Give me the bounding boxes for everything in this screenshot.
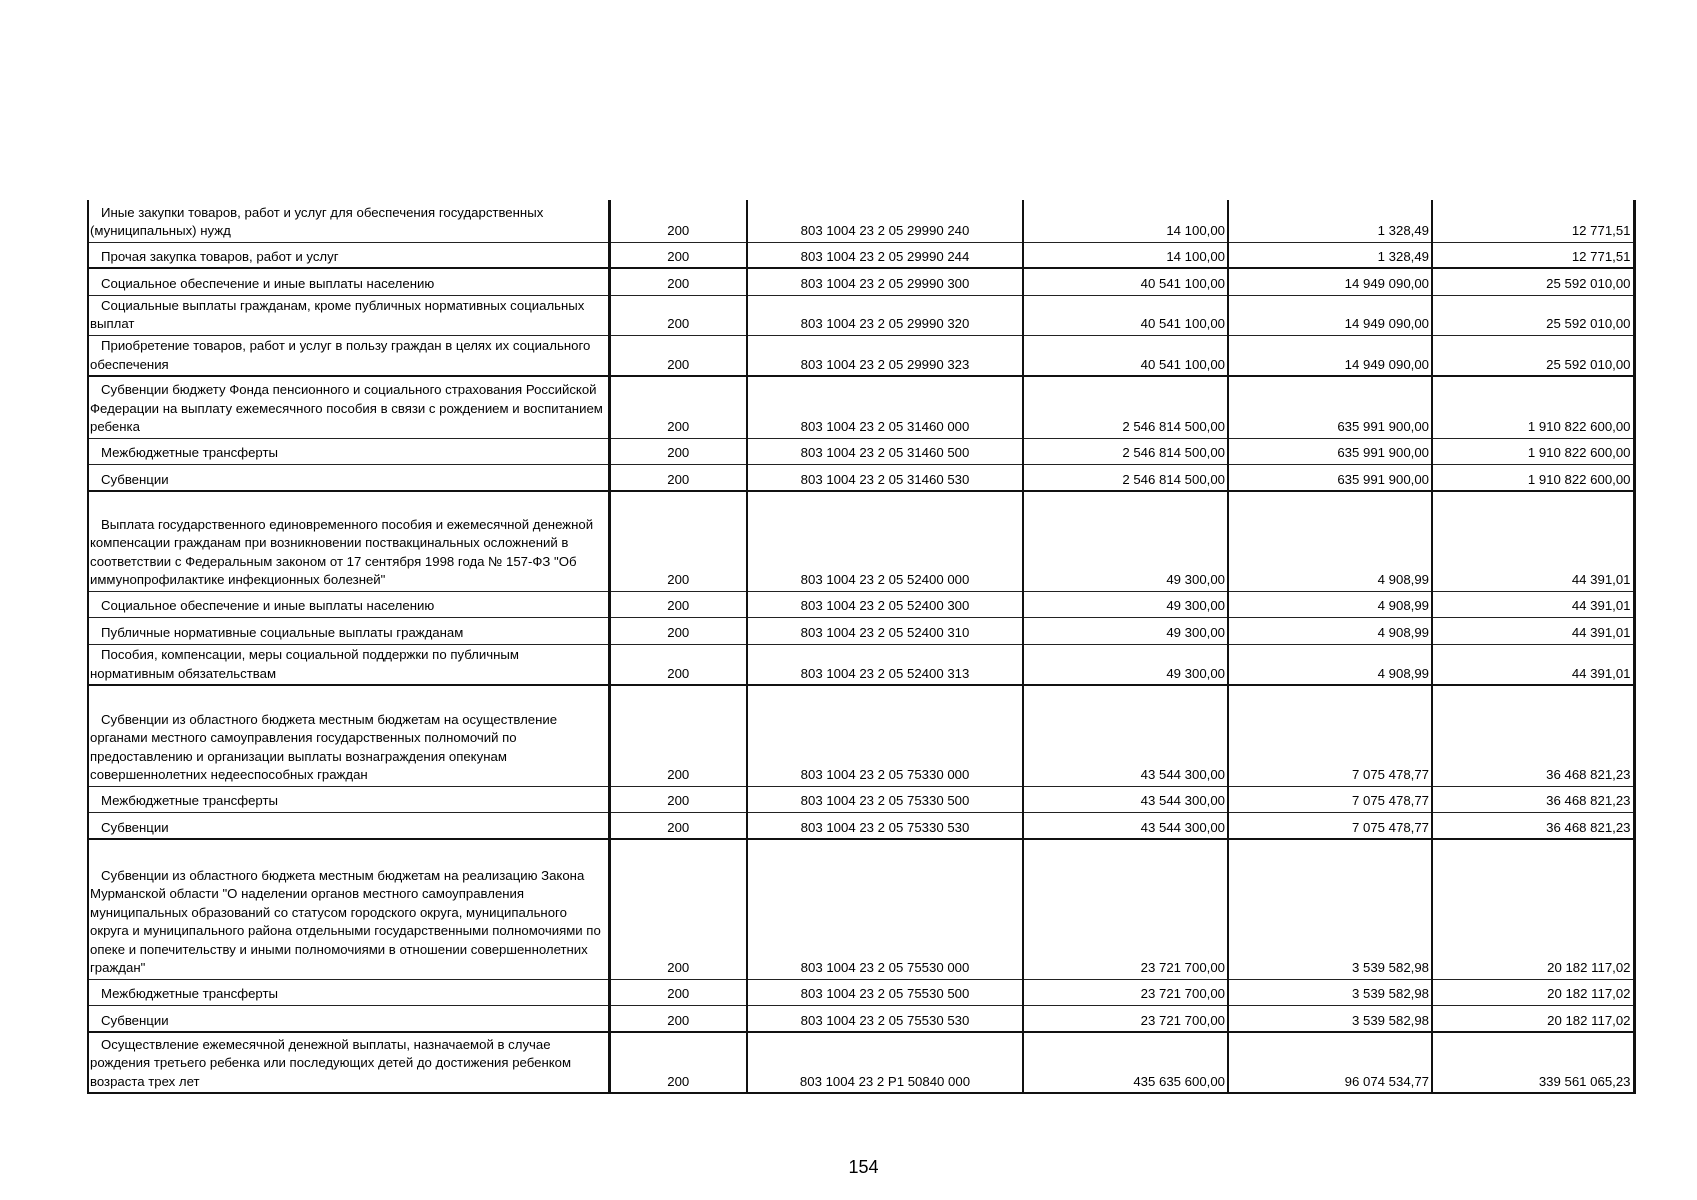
row-executed: 635 991 900,00 — [1228, 464, 1432, 491]
row-name: Межбюджетные трансферты — [88, 979, 609, 1005]
row-name: Субвенции из областного бюджета местным бюджетам на реализацию Закона Мурманской области "О наделении органов местного самоуправления муниципальных образований со статусом городского округа, муниципального округа и муниципального района отдельными государственными полномочиями по опеке и попечительству и иными полномочиями в отношении совершеннолетних граждан" — [88, 839, 609, 979]
row-unexecuted: 1 910 822 600,00 — [1432, 376, 1634, 438]
row-kbk: 803 1004 23 2 05 52400 300 — [747, 591, 1023, 617]
row-unexecuted: 36 468 821,23 — [1432, 786, 1634, 812]
table-row — [88, 839, 1634, 979]
row-executed: 96 074 534,77 — [1228, 1032, 1432, 1093]
row-kbk: 803 1004 23 2 P1 50840 000 — [747, 1032, 1023, 1093]
row-executed: 635 991 900,00 — [1228, 438, 1432, 464]
row-approved: 40 541 100,00 — [1023, 295, 1228, 335]
table-row — [88, 812, 1634, 839]
row-name: Иные закупки товаров, работ и услуг для обеспечения государственных (муниципальных) нужд — [88, 200, 609, 242]
table-row — [88, 464, 1634, 491]
row-executed: 14 949 090,00 — [1228, 335, 1432, 376]
row-kbk: 803 1004 23 2 05 75330 530 — [747, 812, 1023, 839]
row-code: 200 — [609, 839, 747, 979]
row-kbk: 803 1004 23 2 05 31460 530 — [747, 464, 1023, 491]
table-row — [88, 617, 1634, 644]
row-unexecuted: 339 561 065,23 — [1432, 1032, 1634, 1093]
row-executed: 4 908,99 — [1228, 617, 1432, 644]
row-name: Социальные выплаты гражданам, кроме публичных нормативных социальных выплат — [88, 295, 609, 335]
budget-table — [87, 200, 1636, 1094]
row-executed: 14 949 090,00 — [1228, 295, 1432, 335]
row-approved: 23 721 700,00 — [1023, 1005, 1228, 1032]
row-executed: 3 539 582,98 — [1228, 1005, 1432, 1032]
row-kbk: 803 1004 23 2 05 29990 320 — [747, 295, 1023, 335]
row-unexecuted: 25 592 010,00 — [1432, 295, 1634, 335]
table-row — [88, 685, 1634, 786]
row-unexecuted: 25 592 010,00 — [1432, 268, 1634, 295]
row-approved: 43 544 300,00 — [1023, 685, 1228, 786]
row-unexecuted: 20 182 117,02 — [1432, 979, 1634, 1005]
row-approved: 40 541 100,00 — [1023, 268, 1228, 295]
row-code: 200 — [609, 685, 747, 786]
row-unexecuted: 36 468 821,23 — [1432, 685, 1634, 786]
row-kbk: 803 1004 23 2 05 75330 500 — [747, 786, 1023, 812]
row-kbk: 803 1004 23 2 05 75330 000 — [747, 685, 1023, 786]
table-row — [88, 644, 1634, 685]
row-unexecuted: 44 391,01 — [1432, 591, 1634, 617]
row-executed: 1 328,49 — [1228, 242, 1432, 268]
row-kbk: 803 1004 23 2 05 75530 000 — [747, 839, 1023, 979]
row-executed: 4 908,99 — [1228, 644, 1432, 685]
row-code: 200 — [609, 242, 747, 268]
row-kbk: 803 1004 23 2 05 31460 500 — [747, 438, 1023, 464]
row-name: Субвенции — [88, 464, 609, 491]
row-approved: 2 546 814 500,00 — [1023, 438, 1228, 464]
row-name: Субвенции — [88, 1005, 609, 1032]
row-code: 200 — [609, 786, 747, 812]
table-row — [88, 1005, 1634, 1032]
row-code: 200 — [609, 295, 747, 335]
row-kbk: 803 1004 23 2 05 52400 000 — [747, 491, 1023, 591]
row-code: 200 — [609, 1032, 747, 1093]
row-kbk: 803 1004 23 2 05 52400 313 — [747, 644, 1023, 685]
row-kbk: 803 1004 23 2 05 75530 500 — [747, 979, 1023, 1005]
row-executed: 1 328,49 — [1228, 200, 1432, 242]
row-unexecuted: 36 468 821,23 — [1432, 812, 1634, 839]
row-name: Публичные нормативные социальные выплаты гражданам — [88, 617, 609, 644]
row-executed: 14 949 090,00 — [1228, 268, 1432, 295]
row-name: Прочая закупка товаров, работ и услуг — [88, 242, 609, 268]
row-code: 200 — [609, 464, 747, 491]
row-executed: 4 908,99 — [1228, 591, 1432, 617]
table-row — [88, 786, 1634, 812]
row-executed: 7 075 478,77 — [1228, 685, 1432, 786]
row-name: Субвенции бюджету Фонда пенсионного и социального страхования Российской Федерации на выплату ежемесячного пособия в связи с рождением и воспитанием ребенка — [88, 376, 609, 438]
row-code: 200 — [609, 491, 747, 591]
row-executed: 7 075 478,77 — [1228, 812, 1432, 839]
row-kbk: 803 1004 23 2 05 31460 000 — [747, 376, 1023, 438]
row-unexecuted: 44 391,01 — [1432, 617, 1634, 644]
row-unexecuted: 20 182 117,02 — [1432, 1005, 1634, 1032]
row-code: 200 — [609, 268, 747, 295]
row-unexecuted: 12 771,51 — [1432, 242, 1634, 268]
row-unexecuted: 44 391,01 — [1432, 644, 1634, 685]
row-code: 200 — [609, 438, 747, 464]
table-row — [88, 200, 1634, 242]
row-approved: 23 721 700,00 — [1023, 839, 1228, 979]
row-code: 200 — [609, 200, 747, 242]
row-executed: 7 075 478,77 — [1228, 786, 1432, 812]
row-kbk: 803 1004 23 2 05 29990 244 — [747, 242, 1023, 268]
row-executed: 635 991 900,00 — [1228, 376, 1432, 438]
row-approved: 14 100,00 — [1023, 242, 1228, 268]
row-name: Пособия, компенсации, меры социальной поддержки по публичным нормативным обязательствам — [88, 644, 609, 685]
row-name: Межбюджетные трансферты — [88, 786, 609, 812]
table-row — [88, 295, 1634, 335]
row-code: 200 — [609, 644, 747, 685]
table-row — [88, 1032, 1634, 1093]
row-code: 200 — [609, 812, 747, 839]
row-name: Приобретение товаров, работ и услуг в пользу граждан в целях их социального обеспечения — [88, 335, 609, 376]
row-executed: 3 539 582,98 — [1228, 839, 1432, 979]
row-approved: 43 544 300,00 — [1023, 786, 1228, 812]
table-row — [88, 335, 1634, 376]
table-row — [88, 438, 1634, 464]
row-name: Осуществление ежемесячной денежной выплаты, назначаемой в случае рождения третьего ребенка или последующих детей до достижения ребенком возраста трех лет — [88, 1032, 609, 1093]
row-name: Субвенции из областного бюджета местным бюджетам на осуществление органами местного самоуправления государственных полномочий по предоставлению и организации выплаты вознаграждения опекунам совершеннолетних недееспособных граждан — [88, 685, 609, 786]
row-code: 200 — [609, 376, 747, 438]
row-approved: 49 300,00 — [1023, 491, 1228, 591]
row-name: Социальное обеспечение и иные выплаты населению — [88, 591, 609, 617]
row-name: Выплата государственного единовременного пособия и ежемесячной денежной компенсации гражданам при возникновении поствакцинальных осложнений в соответствии с Федеральным законом от 17 сентября 1998 года № 157-ФЗ "Об иммунопрофилактике инфекционных болезней" — [88, 491, 609, 591]
row-approved: 14 100,00 — [1023, 200, 1228, 242]
row-unexecuted: 1 910 822 600,00 — [1432, 464, 1634, 491]
table-row — [88, 376, 1634, 438]
table-row — [88, 979, 1634, 1005]
row-kbk: 803 1004 23 2 05 75530 530 — [747, 1005, 1023, 1032]
row-kbk: 803 1004 23 2 05 29990 300 — [747, 268, 1023, 295]
row-approved: 49 300,00 — [1023, 591, 1228, 617]
row-unexecuted: 20 182 117,02 — [1432, 839, 1634, 979]
row-approved: 23 721 700,00 — [1023, 979, 1228, 1005]
row-code: 200 — [609, 591, 747, 617]
row-approved: 40 541 100,00 — [1023, 335, 1228, 376]
table-row — [88, 242, 1634, 268]
row-executed: 3 539 582,98 — [1228, 979, 1432, 1005]
row-unexecuted: 12 771,51 — [1432, 200, 1634, 242]
row-name: Субвенции — [88, 812, 609, 839]
row-code: 200 — [609, 1005, 747, 1032]
row-unexecuted: 25 592 010,00 — [1432, 335, 1634, 376]
row-code: 200 — [609, 979, 747, 1005]
row-approved: 43 544 300,00 — [1023, 812, 1228, 839]
row-name: Межбюджетные трансферты — [88, 438, 609, 464]
row-executed: 4 908,99 — [1228, 491, 1432, 591]
row-kbk: 803 1004 23 2 05 29990 323 — [747, 335, 1023, 376]
row-code: 200 — [609, 617, 747, 644]
row-kbk: 803 1004 23 2 05 29990 240 — [747, 200, 1023, 242]
table-row — [88, 491, 1634, 591]
row-name: Социальное обеспечение и иные выплаты населению — [88, 268, 609, 295]
row-approved: 2 546 814 500,00 — [1023, 464, 1228, 491]
row-kbk: 803 1004 23 2 05 52400 310 — [747, 617, 1023, 644]
row-unexecuted: 1 910 822 600,00 — [1432, 438, 1634, 464]
table-row — [88, 591, 1634, 617]
row-approved: 2 546 814 500,00 — [1023, 376, 1228, 438]
row-code: 200 — [609, 335, 747, 376]
row-approved: 435 635 600,00 — [1023, 1032, 1228, 1093]
row-approved: 49 300,00 — [1023, 617, 1228, 644]
row-approved: 49 300,00 — [1023, 644, 1228, 685]
table-row — [88, 268, 1634, 295]
page-number: 154 — [848, 1157, 879, 1177]
row-unexecuted: 44 391,01 — [1432, 491, 1634, 591]
